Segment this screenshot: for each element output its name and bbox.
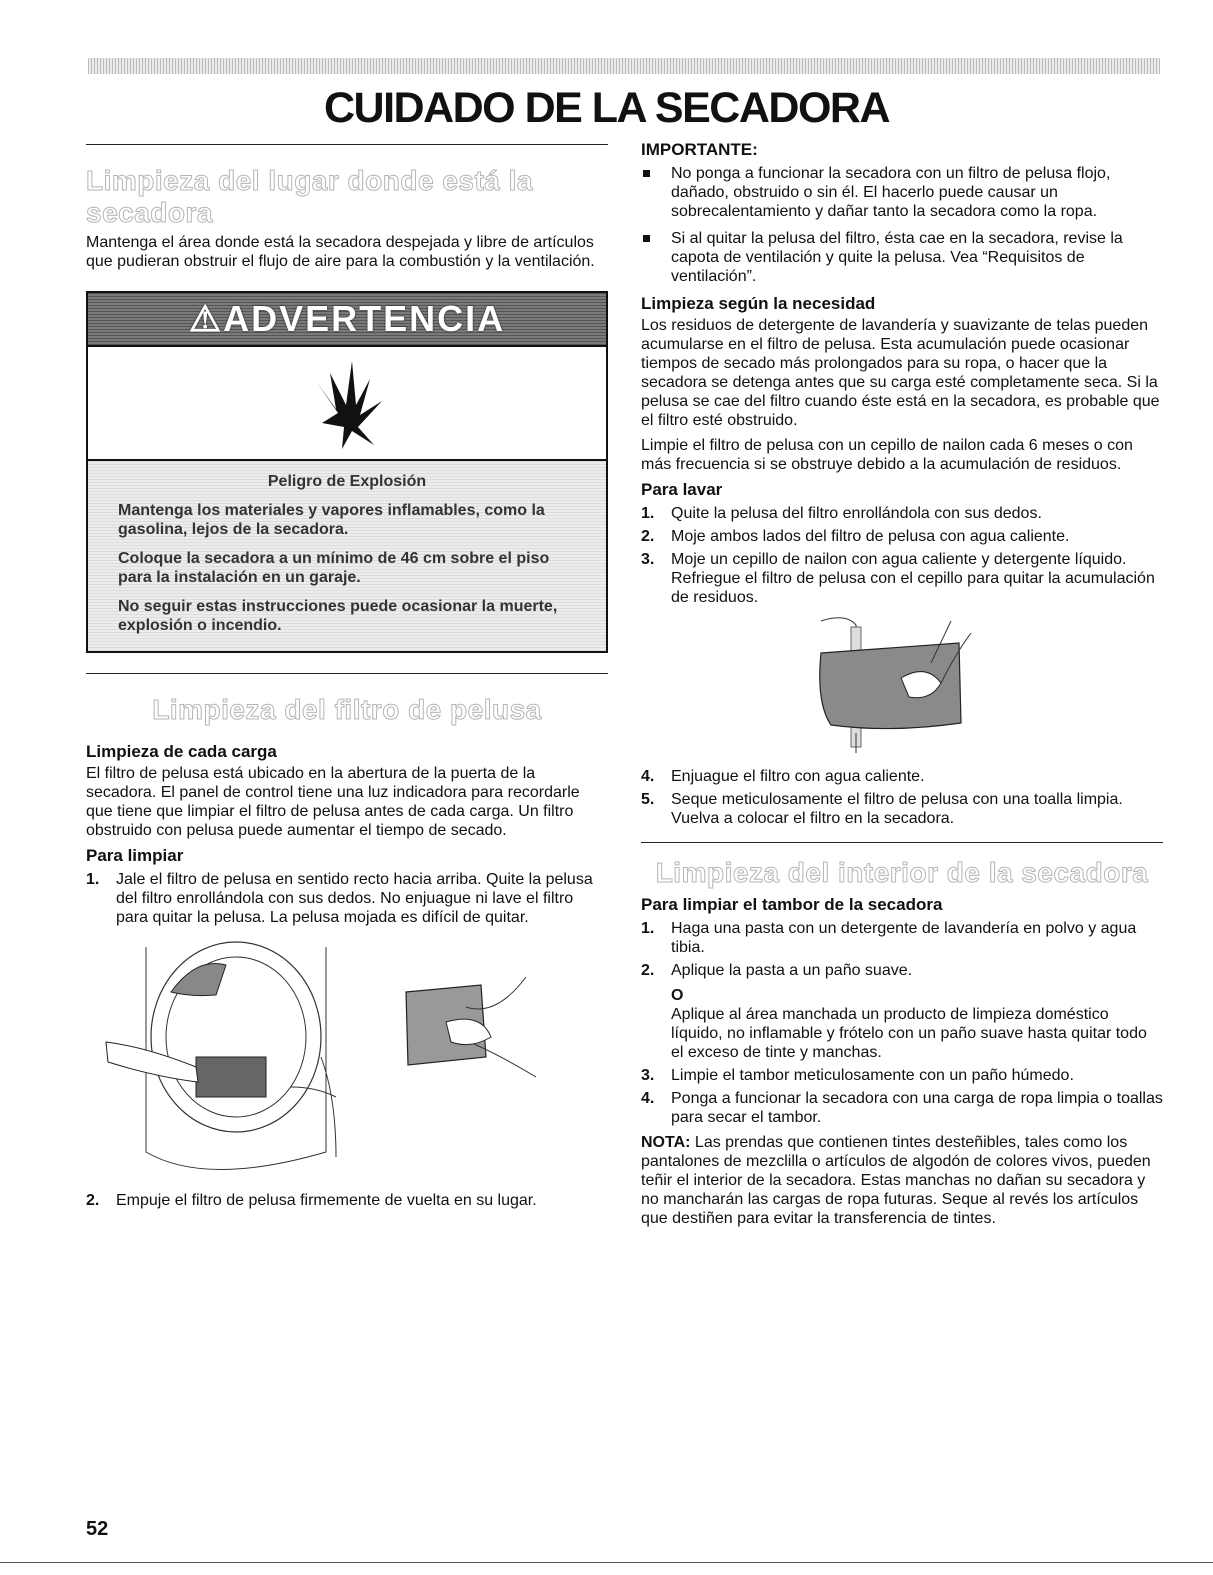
warning-text-3: No seguir estas instrucciones puede ocasionar la muerte, explosión o incendio.	[118, 598, 558, 634]
note-label: NOTA:	[641, 1134, 691, 1151]
note-text: Las prendas que contienen tintes desteñibles, tales como los pantalones de mezclilla o artículos de algodón de colores vivos, pueden teñir el interior de la secadora. Estas manchas no dañan su secadora y no mancharán las cargas de ropa futuras. Seque al revés los artículos que destiñen para evitar la transferencia de tintes.	[641, 1134, 1151, 1227]
list-item	[641, 1089, 1163, 1127]
step-text: Moje un cepillo de nailon con agua caliente y detergente líquido. Refriegue el filtro de pelusa con el cepillo para quitar la acumulación de residuos.	[671, 551, 1155, 606]
step-text: Ponga a funcionar la secadora con una carga de ropa limpia o toallas para secar el tambor.	[671, 1090, 1163, 1126]
step-number: 4.	[641, 768, 655, 785]
step-text: Jale el filtro de pelusa en sentido recto hacia arriba. Quite la pelusa del filtro enrollándola con sus dedos. No enjuague ni lave el filtro para quitar la pelusa. La pelusa mojada es difícil de quitar.	[116, 871, 593, 926]
subheading-to-clean: Para limpiar	[86, 846, 184, 865]
warning-box	[86, 291, 608, 653]
header-pattern-bar	[88, 58, 1160, 74]
bullet-icon	[643, 235, 650, 242]
subheading-clean-drum: Para limpiar el tambor de la secadora	[641, 895, 943, 914]
step-text: Aplique la pasta a un paño suave.	[671, 962, 913, 979]
important-heading: IMPORTANTE:	[641, 140, 758, 159]
step-number: 5.	[641, 791, 655, 808]
each-load-text: El filtro de pelusa está ubicado en la abertura de la puerta de la secadora. El panel de control tiene una luz indicadora para recordarle que tiene que limpiar el filtro de pelusa antes de cada carga. Un filtro obstruido con pelusa puede aumentar el tiempo de secado.	[86, 765, 580, 839]
bullet-text: Si al quitar la pelusa del filtro, ésta cae en la secadora, revise la capota de ventilación y quite la pelusa. Vea “Requisitos de ventilación”.	[671, 230, 1123, 285]
page-title: CUIDADO DE LA SECADORA	[323, 84, 890, 132]
warning-title: Peligro de Explosión	[267, 473, 427, 490]
important-bullets	[641, 164, 1163, 286]
step-number: 1.	[641, 920, 655, 937]
note-paragraph	[641, 1133, 1163, 1228]
step-text: Seque meticulosamente el filtro de pelusa con una toalla limpia. Vuelva a colocar el filtro en la secadora.	[671, 791, 1123, 827]
explosion-icon-area	[88, 345, 606, 461]
page-number: 52	[86, 1518, 109, 1540]
step-number: 3.	[641, 551, 655, 568]
step-number: 3.	[641, 1067, 655, 1084]
list-item	[641, 919, 1163, 957]
list-item	[641, 164, 1163, 221]
subheading-to-wash: Para lavar	[641, 480, 723, 499]
step-text: Limpie el tambor meticulosamente con un paño húmedo.	[671, 1067, 1074, 1084]
step-text: Moje ambos lados del filtro de pelusa con agua caliente.	[671, 528, 1070, 545]
section-rule	[641, 842, 1163, 843]
list-item	[641, 229, 1163, 286]
step-number: 2.	[86, 1192, 100, 1209]
right-column	[641, 140, 1163, 1228]
subheading-each-load: Limpieza de cada carga	[86, 742, 277, 761]
step-text: Quite la pelusa del filtro enrollándola con sus dedos.	[671, 505, 1042, 522]
drum-steps	[641, 919, 1163, 1127]
step-number: 2.	[641, 528, 655, 545]
as-needed-text-2: Limpie el filtro de pelusa con un cepillo de nailon cada 6 meses o con más frecuencia si se obstruye debido a la acumulación de residuos.	[641, 437, 1133, 473]
as-needed-text-1: Los residuos de detergente de lavandería y suavizante de telas pueden acumularse en el filtro de pelusa. Esta acumulación puede ocasionar tiempos de secado más prolongados para su ropa, o hacer que la secadora se detenga antes que su carga esté completamente seca. Si la pelusa se cae del filtro cuando éste está en la secadora, es probable que el filtro esté obstruido.	[641, 317, 1160, 429]
list-item	[641, 961, 1163, 1062]
step-number: 4.	[641, 1090, 655, 1107]
or-label: O	[671, 987, 684, 1004]
warning-body	[88, 461, 606, 651]
list-item	[641, 790, 1163, 828]
list-item	[641, 1066, 1163, 1085]
section-heading-dryer-location: Limpieza del lugar donde está la secadora	[86, 165, 533, 228]
step-number: 1.	[86, 871, 100, 888]
wash-steps-continued	[641, 767, 1163, 828]
list-item	[86, 1191, 608, 1210]
dryer-location-text: Mantenga el área donde está la secadora despejada y libre de artículos que pudieran obstruir el flujo de aire para la combustión y la ventilación.	[86, 234, 595, 270]
bullet-text: No ponga a funcionar la secadora con un filtro de pelusa flojo, dañado, obstruido o sin él. El hacerlo puede causar un sobrecalentamiento y dañar tanto la secadora como la ropa.	[671, 165, 1111, 220]
step-text: Haga una pasta con un detergente de lavandería en polvo y agua tibia.	[671, 920, 1137, 956]
step-text-alternative: Aplique al área manchada un producto de limpieza doméstico líquido, no inflamable y frótelo con un paño suave hasta quitar todo el exceso de tinte y manchas.	[671, 1006, 1147, 1061]
list-item	[86, 870, 608, 927]
list-item	[641, 504, 1163, 523]
step-text: Empuje el filtro de pelusa firmemente de vuelta en su lugar.	[116, 1192, 537, 1209]
list-item	[641, 550, 1163, 607]
wash-steps	[641, 504, 1163, 607]
warning-text-2: Coloque la secadora a un mínimo de 46 cm sobre el piso para la instalación en un garaje.	[118, 550, 550, 586]
clean-steps	[86, 870, 608, 927]
warning-header-label: ⚠ADVERTENCIA	[188, 298, 506, 339]
list-item	[641, 767, 1163, 786]
section-heading-lint-filter: Limpieza del filtro de pelusa	[152, 694, 542, 725]
remove-lint-filter-illustration	[86, 937, 608, 1187]
section-heading-interior: Limpieza del interior de la secadora	[655, 857, 1149, 888]
step-number: 1.	[641, 505, 655, 522]
section-rule	[86, 673, 608, 674]
step-text: Enjuague el filtro con agua caliente.	[671, 768, 925, 785]
bullet-icon	[643, 170, 650, 177]
left-column	[86, 140, 608, 1214]
bottom-rule	[0, 1562, 1213, 1563]
scrub-filter-illustration	[641, 613, 1163, 763]
subheading-as-needed: Limpieza según la necesidad	[641, 294, 876, 313]
list-item	[641, 527, 1163, 546]
warning-header	[88, 293, 606, 345]
clean-steps-continued	[86, 1191, 608, 1210]
step-number: 2.	[641, 962, 655, 979]
section-rule	[86, 144, 608, 145]
explosion-icon	[302, 353, 392, 453]
warning-text-1: Mantenga los materiales y vapores inflamables, como la gasolina, lejos de la secadora.	[118, 502, 545, 538]
